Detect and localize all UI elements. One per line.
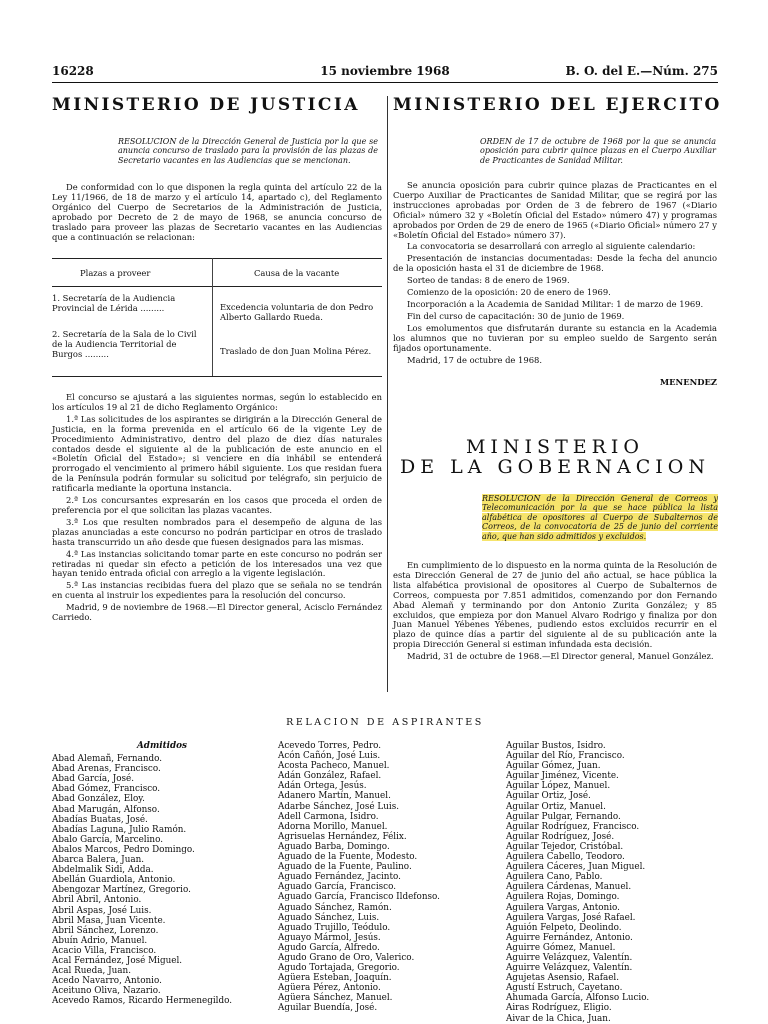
- aspirant-name: Acal Fernández, José Miguel.: [52, 955, 183, 966]
- aspirant-name: Adarbe Sánchez, José Luis.: [278, 801, 400, 812]
- aspirant-name: Agudo Tortajada, Gregorio.: [278, 963, 400, 974]
- aspirant-name: Agrisuelas Hernández, Félix.: [278, 831, 407, 842]
- aspirant-name: Aguilar Ortiz, José.: [506, 791, 591, 802]
- table-header-plazas: Plazas a proveer: [80, 268, 151, 278]
- aspirant-name: Abad García, José.: [52, 774, 135, 785]
- aspirant-name: Aguilar del Río, Francisco.: [506, 751, 625, 762]
- aspirant-name: Abril Sánchez, Lorenzo.: [52, 925, 159, 936]
- aspirant-name: Abad Gómez, Francisco.: [52, 784, 161, 795]
- aspirant-name: Adán González, Rafael.: [278, 771, 382, 782]
- aspirant-name: Abad Arenas, Francisco.: [52, 764, 161, 775]
- gobernacion-body: [393, 561, 717, 664]
- aspirant-name: Acacio Villa, Francisco.: [52, 945, 157, 956]
- aspirant-name: Aguado Trujillo, Teódulo.: [278, 922, 391, 933]
- aspirant-name: Airas Rodríguez, Eligio.: [506, 1003, 612, 1014]
- aspirant-name: Aguilera Cano, Pablo.: [506, 872, 603, 883]
- norm-3: 3.ª Los que resulten nombrados para el desempeño de alguna de las plazas anunciadas a este concurso no podrán participar en otros de traslado hasta transcurrido un año desde que fuesen designados para las mismas.: [52, 516, 382, 547]
- aspirant-name: Aguado de la Fuente, Paulino.: [278, 862, 412, 873]
- aspirant-name: Abadías Buatas, José.: [52, 814, 148, 825]
- justicia-norms: [52, 393, 382, 625]
- aspirant-name: Agüera Esteban, Joaquín.: [278, 973, 392, 984]
- aspirant-name: Aguilar Ortiz, Manuel.: [506, 801, 606, 812]
- aspirants-list-1: [52, 754, 272, 1006]
- publication-name: B. O. del E.—Núm. 275: [565, 64, 718, 78]
- aspirant-name: Aguado Barba, Domingo.: [278, 841, 390, 852]
- aspirant-name: Aguado García, Francisco.: [278, 882, 397, 893]
- ejercito-title: MINISTERIO DEL EJERCITO: [393, 95, 722, 115]
- aspirant-name: Aguilera Rojas, Domingo.: [506, 892, 620, 903]
- aspirant-name: Aguado Fernández, Jacinto.: [278, 872, 401, 883]
- aspirant-name: Aguayo Mármol, Jesús.: [278, 932, 381, 943]
- aspirant-name: Abellán Guardiola, Antonio.: [52, 875, 176, 886]
- aspirant-name: Agüera Pérez, Antonio.: [278, 983, 381, 994]
- norm-4: 4.ª Las instancias solicitando tomar parte en este concurso no podrán ser retiradas ni quedar sin efecto a petición de los interesados una vez que hayan tenido entrada oficial con arreglo a la vigente legislación.: [52, 548, 382, 579]
- table-header-rule: [52, 286, 382, 287]
- aspirant-name: Aguilera Vargas, Antonio.: [506, 902, 620, 913]
- aspirants-column-1: [52, 741, 272, 1006]
- ejercito-para-3: Los emolumentos que disfrutarán durante su estancia en la Academia los alumnos que no tuvieran por su empleo sueldo de Sargento serán fijados oportunamente.: [393, 322, 717, 353]
- aspirant-name: Abalo García, Marcelino.: [52, 834, 164, 845]
- aspirants-column-3: [506, 741, 718, 1024]
- aspirant-name: Agujetas Asensio, Rafael.: [506, 973, 620, 984]
- aspirant-name: Aguirre Gómez, Manuel.: [506, 942, 616, 953]
- aspirant-name: Aguilera Cabello, Teodoro.: [506, 852, 625, 863]
- table-bottom-rule: [52, 376, 382, 377]
- aspirant-name: Acosta Pacheco, Manuel.: [278, 761, 390, 772]
- column-divider: [387, 96, 388, 692]
- aspirant-name: Abril Masa, Juan Vicente.: [52, 915, 166, 926]
- calendar-item-5: Fin del curso de capacitación: 30 de junio de 1969.: [407, 310, 625, 321]
- aspirant-name: Abengozar Martínez, Gregorio.: [52, 885, 191, 896]
- table-top-rule: [52, 258, 382, 259]
- aspirant-name: Aguado Sánchez, Ramón.: [278, 902, 392, 913]
- table-vline: [212, 258, 213, 376]
- aspirant-name: Aguilera Cáceres, Juan Miguel.: [506, 862, 646, 873]
- aspirant-name: Aceituno Oliva, Nazario.: [52, 986, 161, 997]
- relacion-title: RELACION DE ASPIRANTES: [286, 717, 484, 728]
- norm-5: 5.ª Las instancias recibidas fuera del plazo que se señala no se tendrán en cuenta al instruir los expedientes para la resolución del concurso.: [52, 580, 382, 601]
- aspirant-name: Adanero Martín, Manuel.: [278, 791, 391, 802]
- ejercito-place: Madrid, 17 de octubre de 1968.: [407, 354, 543, 365]
- aspirant-name: Abril Abril, Antonio.: [52, 895, 142, 906]
- justicia-resolution: RESOLUCION de la Dirección General de Justicia por la que se anuncia concurso de traslado para la provisión de las plazas de Secretario vacantes en las Audiencias que se mencionan.: [118, 137, 378, 165]
- ejercito-order: ORDEN de 17 de octubre de 1968 por la que se anuncia oposición para cubrir quince plazas en el Cuerpo Auxiliar de Practicantes de Sanidad Militar.: [480, 137, 716, 165]
- gobernacion-title-2: DE LA GOBERNACION: [399, 456, 710, 478]
- aspirant-name: Aguilar Jiménez, Vicente.: [506, 771, 619, 782]
- table-row-2-causa: Traslado de don Juan Molina Pérez.: [220, 346, 372, 356]
- header-rule: [52, 82, 718, 83]
- aspirant-name: Aguilar Tejedor, Cristóbal.: [506, 841, 624, 852]
- aspirant-name: Aguilera Vargas, José Rafael.: [506, 912, 636, 923]
- calendar-item-1: Presentación de instancias documentadas: Desde la fecha del anuncio de la oposición hasta el 31 de diciembre de 1968.: [393, 253, 717, 274]
- aspirant-name: Aguado de la Fuente, Modesto.: [278, 852, 418, 863]
- aspirant-name: Aguirre Velázquez, Valentín.: [506, 963, 633, 974]
- table-row-2-plaza: 2. Secretaría de la Sala de lo Civil de la Audiencia Territorial de Burgos .........: [52, 329, 197, 359]
- gobernacion-title-1: MINISTERIO: [465, 436, 645, 458]
- aspirant-name: Acevedo Ramos, Ricardo Hermenegildo.: [52, 996, 233, 1007]
- aspirant-name: Aguirre Velázquez, Valentín.: [506, 952, 633, 963]
- aspirant-name: Abadías Laguna, Julio Ramón.: [52, 824, 187, 835]
- aspirant-name: Agüera Sánchez, Manuel.: [278, 993, 393, 1004]
- aspirant-name: Aguilar Pulgar, Fernando.: [506, 811, 621, 822]
- aspirant-name: Aguado García, Francisco Ildefonso.: [278, 892, 440, 903]
- norms-intro: El concurso se ajustará a las siguientes normas, según lo establecido en los artículos 19 al 21 de dicho Reglamento Orgánico:: [52, 392, 382, 412]
- aspirant-name: Abad González, Eloy.: [52, 794, 145, 805]
- aspirant-name: Abdelmalik Sidi, Adda.: [52, 865, 154, 876]
- aspirant-name: Abad Marugán, Alfonso.: [52, 804, 160, 815]
- aspirant-name: Abarca Balera, Juan.: [52, 855, 145, 866]
- admitidos-label: Admitidos: [136, 741, 187, 751]
- justicia-signature: Madrid, 9 de noviembre de 1968.—El Director general, Acisclo Fernández Carriedo.: [52, 602, 382, 623]
- norm-2: 2.ª Los concursantes expresarán en los casos que proceda el orden de preferencia por el que solicitan las plazas vacantes.: [52, 495, 382, 515]
- gobernacion-resolution: [482, 494, 718, 541]
- aspirant-name: Abalos Marcos, Pedro Domingo.: [52, 844, 195, 855]
- gobernacion-signature: Madrid, 31 de octubre de 1968.—El Director general, Manuel González.: [407, 651, 714, 662]
- calendar-item-4: Incorporación a la Academia de Sanidad Militar: 1 de marzo de 1969.: [407, 298, 704, 309]
- norm-1: 1.ª Las solicitudes de los aspirantes se dirigirán a la Dirección General de Justicia, en la forma prevenida en el artículo 66 de la vigente Ley de Procedimiento Administrativo, dentro del plazo de diez días naturales contados desde el siguiente al de la publicación de este anuncio en el «Boletín Oficial del Estado»; si venciere en día inhábil se entenderá prorrogado el vencimiento al primero hábil siguiente. Los que residan fuera de la Península podrán formular su solicitud por telégrafo, sin perjuicio de ratificarla mediante la oportuna instancia.: [52, 413, 382, 494]
- aspirant-name: Aguirre Fernández, Antonio.: [506, 932, 633, 943]
- justicia-title: MINISTERIO DE JUSTICIA: [52, 95, 360, 115]
- ejercito-body: [393, 181, 717, 367]
- ejercito-para-1: Se anuncia oposición para cubrir quince plazas de Practicantes en el Cuerpo Auxiliar de Practicantes de Sanidad Militar, que se regirá por las instrucciones aprobadas por Orden de 3 de febrero de 1967 («Diario Oficial» número 32 y «Boletín Oficial del Estado» número 47) y programas aprobados por Orden de 29 de enero de 1965 («Diario Oficial» número 27 y «Boletín Oficial del Estado» número 37).: [393, 180, 717, 240]
- aspirants-column-2: [278, 741, 500, 1014]
- aspirant-name: Aguión Felpeto, Deolindo.: [506, 922, 622, 933]
- table-row-1-causa: Excedencia voluntaria de don Pedro Alberto Gallardo Rueda.: [220, 302, 374, 322]
- calendar-item-2: Sorteo de tandas: 8 de enero de 1969.: [407, 275, 570, 286]
- ejercito-para-2: La convocatoria se desarrollará con arreglo al siguiente calendario:: [407, 241, 696, 252]
- aspirant-name: Ahumada García, Alfonso Lucio.: [506, 993, 650, 1004]
- aspirant-name: Acón Cañón, José Luis.: [278, 751, 381, 762]
- aspirant-name: Adán Ortega, Jesús.: [278, 781, 367, 792]
- ejercito-signer: MENENDEZ: [659, 377, 717, 387]
- aspirant-name: Aguilar Bustos, Isidro.: [506, 741, 606, 751]
- justicia-intro-text: De conformidad con lo que disponen la regla quinta del artículo 22 de la Ley 11/1966, de 18 de marzo y el artículo 14, apartado c), del Reglamento Orgánico del Cuerpo de Secretarios de la Administración de Justicia, aprobado por Decreto de 2 de mayo de 1968, se anuncia concurso de traslado para proveer las plazas de Secretario vacantes en las Audiencias que a continuación se relacionan:: [52, 182, 382, 242]
- table-row-1-plaza: 1. Secretaría de la Audiencia Provincial de Lérida .........: [52, 293, 176, 313]
- page-number: 16228: [52, 64, 94, 78]
- aspirant-name: Aguilera Cárdenas, Manuel.: [506, 882, 632, 893]
- page-header: [52, 64, 718, 84]
- aspirant-name: Adell Carmona, Isidro.: [278, 811, 379, 822]
- aspirant-name: Aguilar Buendía, José.: [278, 1003, 378, 1014]
- aspirants-list-3: [506, 741, 718, 1024]
- aspirant-name: Agudo García, Alfredo.: [278, 942, 380, 953]
- aspirant-name: Acevedo Torres, Pedro.: [278, 741, 382, 751]
- aspirant-name: Aguado Sánchez, Luis.: [278, 912, 380, 923]
- aspirant-name: Agudo Grano de Oro, Valerico.: [278, 952, 415, 963]
- issue-date: 15 noviembre 1968: [320, 64, 450, 78]
- justicia-intro: [52, 183, 382, 244]
- aspirant-name: Aguilar López, Manuel.: [506, 781, 611, 792]
- vacancies-table: [52, 258, 382, 378]
- aspirant-name: Aivar de la Chica, Juan.: [506, 1013, 611, 1024]
- calendar-item-3: Comienzo de la oposición: 20 de enero de 1969.: [407, 287, 611, 298]
- aspirant-name: Abril Aspas, José Luis.: [52, 905, 152, 916]
- aspirant-name: Abad Alemañ, Fernando.: [52, 754, 163, 765]
- aspirant-name: Aguilar Rodríguez, Francisco.: [506, 821, 640, 832]
- table-header-causa: Causa de la vacante: [254, 268, 340, 278]
- aspirant-name: Agustí Estruch, Cayetano.: [506, 983, 623, 994]
- aspirant-name: Adorna Morillo, Manuel.: [278, 821, 388, 832]
- aspirant-name: Abuín Adrio, Manuel.: [52, 935, 148, 946]
- aspirant-name: Acal Rueda, Juan.: [52, 966, 131, 977]
- gobernacion-body-text: En cumplimiento de lo dispuesto en la norma quinta de la Resolución de esta Dirección General de 27 de junio del año actual, se hace pública la lista alfabética provisional de opositores al Cuerpo de Subalternos de Correos, compuesta por 7.851 admitidos, comenzando por don Fernando Abad Alemañ y terminando por don Antonio Zurita González; y 85 excluidos, que empieza por don Manuel Alvaro Rodrigo y finaliza por don Juan Manuel Yébenes Yébenes, pudiendo estos excluidos recurrir en el plazo de quince días a partir del siguiente al de su publicación ante la propia Dirección General si estiman infundada esta decisión.: [393, 560, 717, 650]
- aspirant-name: Acedo Navarro, Antonio.: [52, 976, 162, 987]
- aspirant-name: Aguilar Gómez, Juan.: [506, 761, 601, 772]
- gobernacion-resolution-text: RESOLUCION de la Dirección General de Correos y Telecomunicación por la que se hace pública la lista alfabética de opositores al Cuerpo de Subalternos de Correos, de la convocatoria de 25 de junio del corriente año, que han sido admitidos y excluidos.: [482, 494, 718, 541]
- aspirants-list-2: [278, 741, 500, 1014]
- aspirant-name: Aguilar Rodríguez, José.: [506, 831, 615, 842]
